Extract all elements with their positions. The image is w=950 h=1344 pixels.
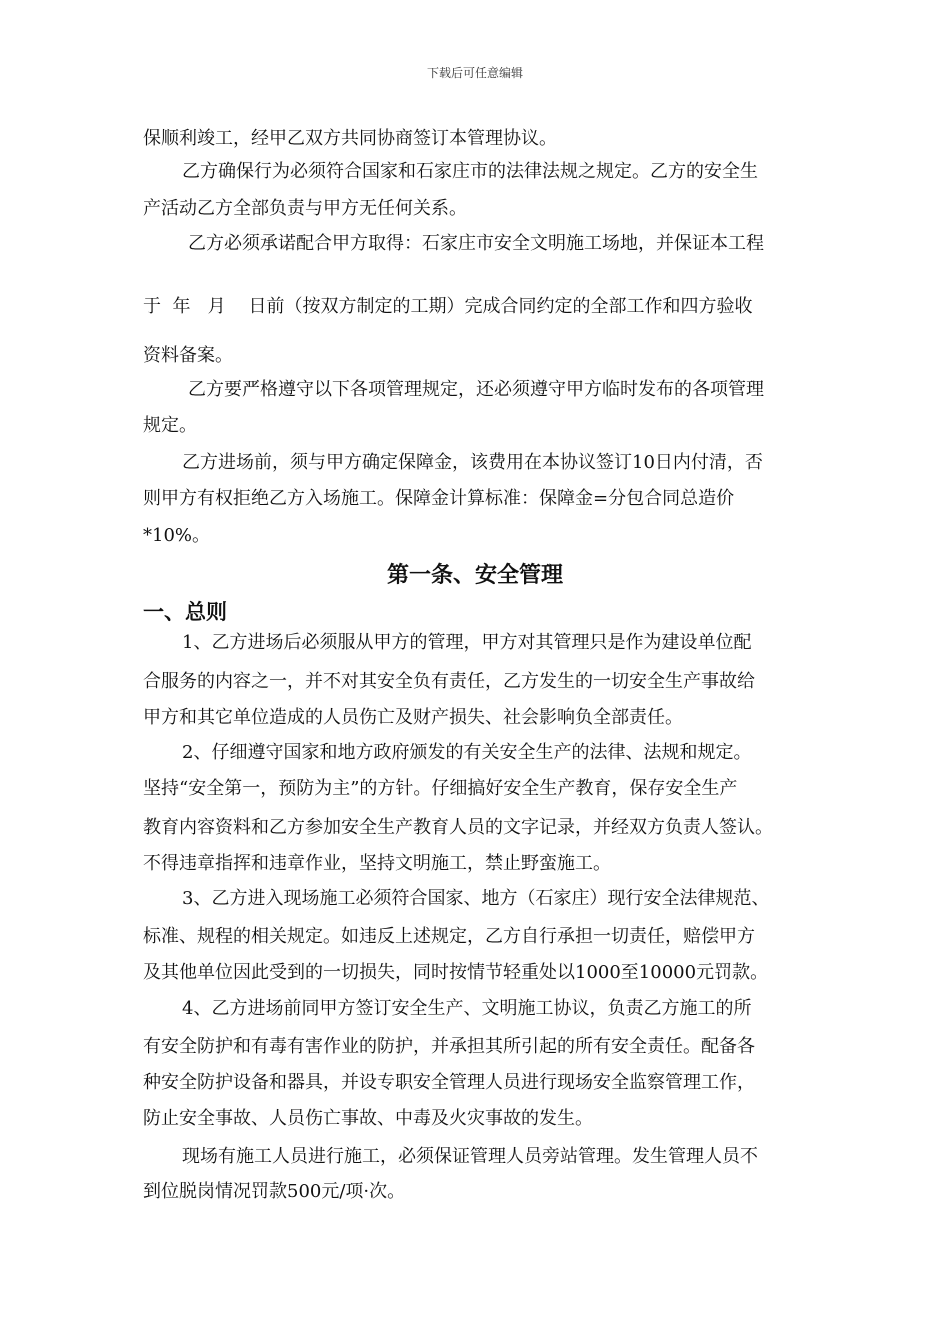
page-header: 下载后可任意编辑 (426, 66, 523, 80)
intro-line-6: 资料备案。 (143, 345, 233, 366)
intro-line-3: 产活动乙方全部负责与甲方无任何关系。 (143, 198, 467, 219)
intro-line-9: 乙方进场前，须与甲方确定保障金，该费用在本协议签订10日内付清，否 (182, 452, 763, 473)
clause-5-line-2: 到位脱岗情况罚款500元/项·次。 (143, 1181, 406, 1202)
section-title: 一、总则 (143, 600, 227, 624)
clause-4-line-3: 种安全防护设备和器具，并设专职安全管理人员进行现场安全监察管理工作， (143, 1072, 755, 1093)
clause-3-line-1: 3、乙方进入现场施工必须符合国家、地方（石家庄）现行安全法律规范、 (182, 888, 770, 909)
intro-line-10: 则甲方有权拒绝乙方入场施工。保障金计算标准：保障金=分包合同总造价 (143, 488, 735, 509)
intro-line-11: *10%。 (143, 525, 211, 546)
clause-2-line-4: 不得违章指挥和违章作业，坚持文明施工，禁止野蛮施工。 (143, 853, 611, 874)
intro-line-4: 乙方必须承诺配合甲方取得：石家庄市安全文明施工场地，并保证本工程 (188, 233, 764, 254)
clause-2-line-3: 教育内容资料和乙方参加安全生产教育人员的文字记录，并经双方负责人签认。 (143, 817, 773, 838)
article-title: 第一条、安全管理 (386, 563, 563, 588)
clause-4-line-4: 防止安全事故、人员伤亡事故、中毒及火灾事故的发生。 (143, 1108, 593, 1129)
intro-line-2: 乙方确保行为必须符合国家和石家庄市的法律法规之规定。乙方的安全生 (182, 161, 758, 182)
clause-1-line-3: 甲方和其它单位造成的人员伤亡及财产损失、社会影响负全部责任。 (143, 707, 683, 728)
clause-2-line-1: 2、仔细遵守国家和地方政府颁发的有关安全生产的法律、法规和规定。 (182, 742, 752, 763)
intro-line-7: 乙方要严格遵守以下各项管理规定，还必须遵守甲方临时发布的各项管理 (188, 379, 764, 400)
clause-2-line-2: 坚持“安全第一，预防为主”的方针。仔细搞好安全生产教育，保存安全生产 (143, 778, 738, 799)
clause-3-line-2: 标准、规程的相关规定。如违反上述规定，乙方自行承担一切责任，赔偿甲方 (143, 926, 755, 947)
clause-3-line-3: 及其他单位因此受到的一切损失，同时按情节轻重处以1000至10000元罚款。 (143, 962, 769, 983)
intro-line-8: 规定。 (143, 415, 197, 436)
clause-1-line-1: 1、乙方进场后必须服从甲方的管理，甲方对其管理只是作为建设单位配 (182, 632, 752, 653)
clause-4-line-1: 4、乙方进场前同甲方签订安全生产、文明施工协议，负责乙方施工的所 (182, 998, 752, 1019)
intro-line-5: 于 年 月 日前（按双方制定的工期）完成合同约定的全部工作和四方验收 (143, 296, 753, 317)
intro-line-1: 保顺利竣工，经甲乙双方共同协商签订本管理协议。 (143, 128, 557, 149)
clause-1-line-2: 合服务的内容之一，并不对其安全负有责任，乙方发生的一切安全生产事故给 (143, 671, 755, 692)
clause-5-line-1: 现场有施工人员进行施工，必须保证管理人员旁站管理。发生管理人员不 (182, 1146, 758, 1167)
clause-4-line-2: 有安全防护和有毒有害作业的防护，并承担其所引起的所有安全责任。配备各 (143, 1036, 755, 1057)
